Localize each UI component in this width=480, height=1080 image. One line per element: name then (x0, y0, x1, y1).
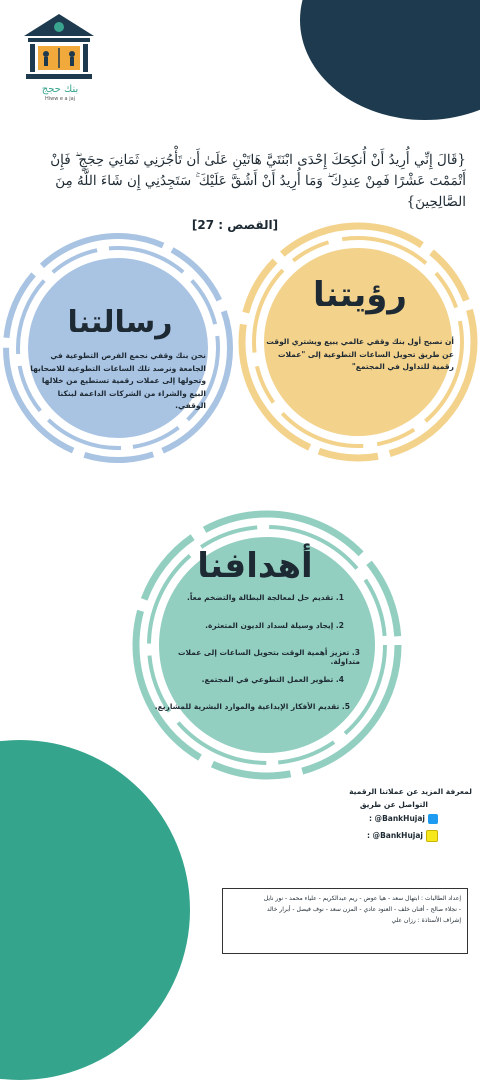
credits-line-1: إعداد الطالبات : ابتهال سعد - هيا عوض - ريم عبدالكريم - علياء محمد - نور نايل (263, 895, 461, 902)
goal-item-4: 4. تطوير العمل التطوعي في المجتمع. (201, 675, 344, 684)
vision-title: رؤيتنا (313, 275, 407, 315)
logo-name: بنك حجج (41, 84, 79, 95)
goal-item-2: 2. إيجاد وسيلة لسداد الديون المتعثرة. (205, 621, 344, 630)
goals-title: أهدافنا (197, 546, 313, 586)
mission-circle (2, 232, 234, 464)
logo-subtitle: Hiww e a jaj (44, 96, 76, 102)
credits-line-2: - نجلاء صالح - أفنان خلف - العنود عادي - المزن سعد - نوف فيصل - أبرار خالد (266, 906, 461, 913)
corner-blob-top-right (300, 0, 480, 120)
twitter-handle[interactable]: BankHujaj@ : (368, 814, 425, 823)
mission-title: رسالتنا (67, 305, 173, 340)
goal-item-3: 3. تعزيز أهمية الوقت بتحويل الساعات إلى عملات متداولة. (177, 648, 360, 666)
quran-verse: {قَالَ إِنِّي أُرِيدُ أَنْ أُنكِحَكَ إِحْدَى ابْنَتَيَّ هَاتَيْنِ عَلَىٰ أَن تَأْجُرَنِي ثَمَانِيَ حِجَجٍ ۖ فَإِنْ أَتْمَمْتَ عَشْرًا فَمِنْ عِندِكَ ۖ وَمَا أُرِيدُ أَنْ أَشُقَّ عَلَيْكَ ۚ سَتَجِدُنِي إِن شَاءَ اللَّهُ مِنَ الصَّالِحِينَ} (50, 152, 466, 210)
snapchat-handle[interactable]: BankHujaj@ : (366, 831, 423, 840)
snapchat-icon (426, 830, 438, 842)
mission-text: نحن بنك وقفي نجمع الفرص التطوعية في الجامعة ونرصد تلك الساعات التطوعية للاصحابها وتحولها إلى عملات رقمية تستطيع من خلالها البيع والشراء من الشركات الداعمة لبنكنا الوقفي. (30, 351, 206, 410)
corner-blob-bottom-left (0, 740, 190, 1080)
twitter-handle-row[interactable] (340, 814, 438, 824)
contact-line-2: التواصل عن طريق (359, 800, 428, 809)
vision-text: أن نصبح أول بنك وقفي عالمي يبيع ويشتري الوقت عن طريق تحويل الساعات التطوعية إلى "عملات رقمية للتداول في المجتمع" (266, 337, 454, 371)
credits-box (222, 888, 468, 954)
bank-logo-icon (22, 12, 96, 84)
twitter-icon (428, 814, 438, 824)
goal-item-1: 1. تقديم حل لمعالجة البطالة والتضخم معاً. (186, 593, 344, 602)
contact-line-1: لمعرفة المزيد عن عملاتنا الرقمية (349, 787, 472, 796)
verse-reference: [القصص : 27] (191, 218, 279, 232)
goal-item-5: 5. تقديم الأفكار الإبداعية والموارد البشرية للمشاريع. (154, 702, 350, 711)
credits-line-3: إشراف الأستاذة : رزان علي (391, 917, 461, 924)
snapchat-handle-row[interactable] (340, 830, 438, 842)
